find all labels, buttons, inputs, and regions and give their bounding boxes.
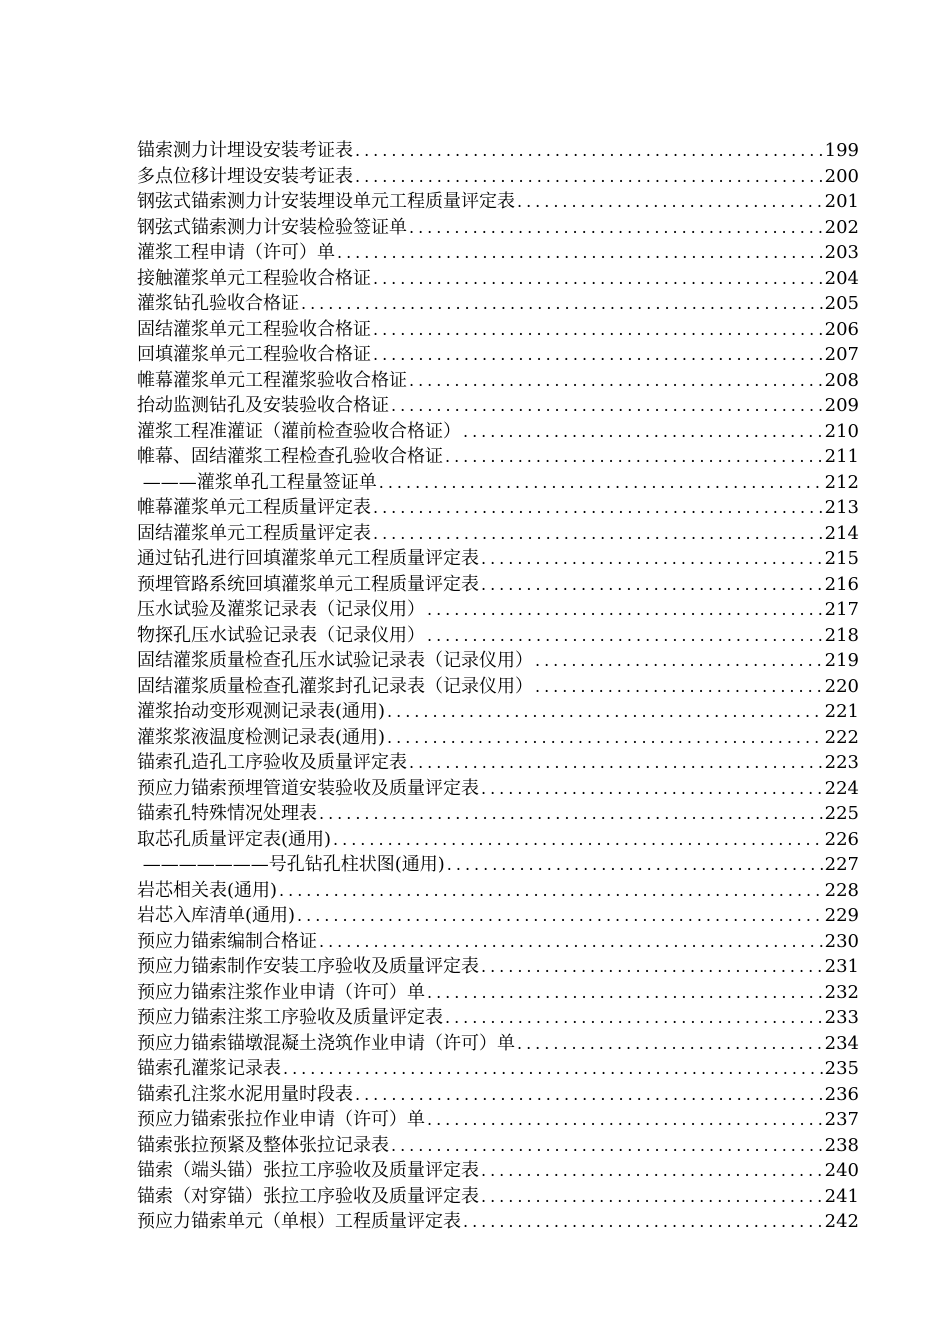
- toc-entry-title: 锚索孔灌浆记录表: [137, 1058, 281, 1079]
- toc-entry-title: 接触灌浆单元工程验收合格证: [137, 267, 371, 289]
- toc-entry[interactable]: [137, 368, 859, 394]
- toc-dot-leader: [319, 929, 823, 955]
- toc-entry-page-number: 223: [824, 752, 859, 773]
- toc-entry[interactable]: [137, 240, 859, 266]
- toc-entry-page-number: 234: [824, 1032, 859, 1054]
- toc-dot-leader: [447, 852, 823, 878]
- toc-dot-leader: [373, 266, 823, 292]
- toc-dot-leader: [283, 1056, 823, 1082]
- toc-entry-title: 灌浆浆液温度检测记录表(通用): [137, 726, 386, 748]
- toc-entry-title: 锚索孔造孔工序验收及质量评定表: [137, 752, 407, 773]
- toc-entry-title: 钢弦式锚索测力计安装检验签证单: [137, 216, 407, 238]
- toc-entry-page-number: 203: [824, 242, 859, 263]
- toc-entry-page-number: 220: [824, 675, 859, 697]
- toc-entry-page-number: 214: [824, 522, 859, 544]
- toc-entry[interactable]: [137, 266, 859, 292]
- toc-entry[interactable]: [137, 1158, 859, 1184]
- toc-entry-title: 灌浆抬动变形观测记录表(通用): [137, 701, 386, 722]
- toc-entry-title: 多点位移计埋设安装考证表: [137, 165, 353, 187]
- toc-entry[interactable]: [137, 801, 859, 827]
- toc-dot-leader: [391, 1133, 823, 1159]
- toc-entry-title: 灌浆工程准灌证（灌前检查验收合格证）: [137, 420, 461, 442]
- toc-dot-leader: [333, 827, 823, 853]
- toc-entry-title: 岩芯入库清单(通用): [137, 905, 296, 926]
- toc-entry-page-number: 238: [824, 1134, 859, 1156]
- toc-entry-title: 锚索孔注浆水泥用量时段表: [137, 1083, 353, 1105]
- toc-dot-leader: [409, 750, 823, 776]
- toc-entry-title: 预应力锚索锚墩混凝土浇筑作业申请（许可）单: [137, 1032, 515, 1054]
- toc-dot-leader: [391, 393, 823, 419]
- toc-entry[interactable]: [137, 1209, 859, 1235]
- toc-entry[interactable]: [137, 725, 859, 751]
- toc-dot-leader: [379, 470, 823, 496]
- toc-entry-title: 帷幕灌浆单元工程灌浆验收合格证: [137, 369, 407, 391]
- toc-entry-page-number: 205: [824, 293, 859, 314]
- toc-entry-title: 固结灌浆质量检查孔灌浆封孔记录表（记录仪用）: [137, 675, 533, 697]
- toc-entry-title: 固结灌浆质量检查孔压水试验记录表（记录仪用）: [137, 650, 533, 671]
- toc-entry[interactable]: [137, 215, 859, 241]
- toc-entry-title: 预应力锚索预埋管道安装验收及质量评定表: [137, 777, 479, 799]
- toc-entry[interactable]: [137, 750, 859, 776]
- toc-entry[interactable]: [137, 1005, 859, 1031]
- toc-dot-leader: [463, 1209, 823, 1235]
- toc-dot-leader: [481, 546, 823, 572]
- toc-entry-title: 固结灌浆单元工程验收合格证: [137, 318, 371, 340]
- toc-entry[interactable]: [137, 291, 859, 317]
- toc-entry-title: 预应力锚索张拉作业申请（许可）单: [137, 1109, 425, 1130]
- toc-entry-page-number: 227: [824, 854, 859, 875]
- toc-dot-leader: [301, 291, 823, 317]
- toc-entry[interactable]: [137, 470, 859, 496]
- toc-dot-leader: [517, 1031, 823, 1057]
- toc-entry-title: 预应力锚索制作安装工序验收及质量评定表: [137, 956, 479, 977]
- toc-dot-leader: [409, 215, 823, 241]
- toc-entry-page-number: 221: [824, 701, 859, 722]
- toc-dot-leader: [279, 878, 823, 904]
- toc-entry-page-number: 225: [824, 803, 859, 824]
- toc-entry-page-number: 230: [824, 930, 859, 952]
- toc-entry-page-number: 226: [824, 828, 859, 850]
- toc-dot-leader: [373, 521, 823, 547]
- toc-entry-page-number: 233: [824, 1007, 859, 1028]
- toc-entry-page-number: 200: [824, 165, 859, 187]
- toc-entry-title: 物探孔压水试验记录表（记录仪用）: [137, 624, 425, 646]
- toc-entry[interactable]: [137, 1107, 859, 1133]
- toc-dot-leader: [481, 1158, 823, 1184]
- toc-dot-leader: [373, 342, 823, 368]
- toc-entry[interactable]: [137, 878, 859, 904]
- toc-entry-title: 取芯孔质量评定表(通用): [137, 828, 332, 850]
- toc-entry-page-number: 207: [824, 344, 859, 365]
- toc-entry[interactable]: [137, 699, 859, 725]
- toc-dot-leader: [535, 674, 823, 700]
- toc-entry[interactable]: [137, 1082, 859, 1108]
- toc-entry-page-number: 208: [824, 369, 859, 391]
- toc-entry-title: 锚索张拉预紧及整体张拉记录表: [137, 1134, 389, 1156]
- toc-dot-leader: [535, 648, 823, 674]
- toc-entry-page-number: 201: [824, 191, 859, 212]
- table-of-contents: [137, 138, 859, 1235]
- toc-entry[interactable]: [137, 444, 859, 470]
- toc-entry-page-number: 241: [824, 1185, 859, 1207]
- toc-entry-title: 预应力锚索单元（单根）工程质量评定表: [137, 1211, 461, 1232]
- toc-entry-title: 锚索孔特殊情况处理表: [137, 803, 317, 824]
- toc-entry-title: 抬动监测钻孔及安装验收合格证: [137, 395, 389, 416]
- toc-entry-page-number: 232: [824, 981, 859, 1003]
- toc-entry-page-number: 218: [824, 624, 859, 646]
- toc-entry-page-number: 236: [824, 1083, 859, 1105]
- toc-entry-title: 锚索（对穿锚）张拉工序验收及质量评定表: [137, 1185, 479, 1207]
- toc-entry[interactable]: [137, 1133, 859, 1159]
- toc-entry[interactable]: [137, 317, 859, 343]
- toc-entry[interactable]: [137, 393, 859, 419]
- toc-dot-leader: [427, 597, 823, 623]
- toc-entry-title: 帷幕、固结灌浆工程检查孔验收合格证: [137, 446, 443, 467]
- toc-entry[interactable]: [137, 572, 859, 598]
- toc-entry-title: ———————号孔钻孔柱状图(通用): [137, 854, 445, 875]
- toc-entry-page-number: 242: [824, 1211, 859, 1232]
- toc-entry-title: 灌浆工程申请（许可）单: [137, 242, 335, 263]
- toc-entry[interactable]: [137, 138, 859, 164]
- toc-entry-page-number: 212: [824, 471, 859, 493]
- toc-dot-leader: [409, 368, 823, 394]
- toc-entry-title: 预应力锚索编制合格证: [137, 930, 317, 952]
- toc-entry-page-number: 229: [824, 905, 859, 926]
- toc-entry-page-number: 216: [824, 573, 859, 595]
- toc-dot-leader: [463, 419, 823, 445]
- toc-entry[interactable]: [137, 954, 859, 980]
- toc-entry[interactable]: [137, 164, 859, 190]
- toc-entry-page-number: 199: [824, 140, 859, 161]
- toc-dot-leader: [481, 954, 823, 980]
- toc-entry[interactable]: [137, 648, 859, 674]
- toc-entry-page-number: 206: [824, 318, 859, 340]
- toc-entry-title: 锚索测力计埋设安装考证表: [137, 140, 353, 161]
- toc-dot-leader: [319, 801, 823, 827]
- toc-entry[interactable]: [137, 342, 859, 368]
- toc-dot-leader: [445, 1005, 823, 1031]
- toc-entry[interactable]: [137, 776, 859, 802]
- toc-dot-leader: [427, 980, 823, 1006]
- toc-dot-leader: [297, 903, 823, 929]
- toc-entry[interactable]: [137, 189, 859, 215]
- toc-entry-title: 钢弦式锚索测力计安装埋设单元工程质量评定表: [137, 191, 515, 212]
- toc-dot-leader: [337, 240, 823, 266]
- toc-entry-page-number: 231: [824, 956, 859, 977]
- toc-entry-page-number: 219: [824, 650, 859, 671]
- toc-entry-page-number: 202: [824, 216, 859, 238]
- toc-entry[interactable]: [137, 852, 859, 878]
- toc-dot-leader: [355, 138, 823, 164]
- toc-entry[interactable]: [137, 1184, 859, 1210]
- toc-entry[interactable]: [137, 521, 859, 547]
- toc-entry[interactable]: [137, 980, 859, 1006]
- toc-dot-leader: [427, 1107, 823, 1133]
- toc-entry[interactable]: [137, 419, 859, 445]
- toc-entry-title: 灌浆钻孔验收合格证: [137, 293, 299, 314]
- toc-dot-leader: [481, 1184, 823, 1210]
- toc-dot-leader: [427, 623, 823, 649]
- toc-dot-leader: [517, 189, 823, 215]
- toc-entry-page-number: 204: [824, 267, 859, 289]
- toc-entry-title: 固结灌浆单元工程质量评定表: [137, 522, 371, 544]
- toc-dot-leader: [445, 444, 823, 470]
- toc-entry-page-number: 215: [824, 548, 859, 569]
- toc-entry-page-number: 211: [824, 446, 859, 467]
- toc-entry[interactable]: [137, 623, 859, 649]
- toc-entry[interactable]: [137, 674, 859, 700]
- toc-entry-page-number: 224: [824, 777, 859, 799]
- toc-entry-title: 回填灌浆单元工程验收合格证: [137, 344, 371, 365]
- toc-entry[interactable]: [137, 546, 859, 572]
- toc-entry-page-number: 213: [824, 497, 859, 518]
- toc-dot-leader: [387, 699, 823, 725]
- toc-entry[interactable]: [137, 597, 859, 623]
- toc-entry-title: ———灌浆单孔工程量签证单: [137, 471, 377, 493]
- toc-entry[interactable]: [137, 929, 859, 955]
- toc-dot-leader: [355, 1082, 823, 1108]
- toc-entry-title: 预应力锚索注浆作业申请（许可）单: [137, 981, 425, 1003]
- toc-entry-title: 锚索（端头锚）张拉工序验收及质量评定表: [137, 1160, 479, 1181]
- toc-entry-page-number: 209: [824, 395, 859, 416]
- toc-entry-page-number: 228: [824, 879, 859, 901]
- toc-entry-title: 预埋管路系统回填灌浆单元工程质量评定表: [137, 573, 479, 595]
- toc-entry[interactable]: [137, 903, 859, 929]
- toc-entry-page-number: 235: [824, 1058, 859, 1079]
- toc-entry[interactable]: [137, 1056, 859, 1082]
- toc-dot-leader: [481, 776, 823, 802]
- toc-entry-page-number: 237: [824, 1109, 859, 1130]
- toc-dot-leader: [373, 317, 823, 343]
- toc-entry[interactable]: [137, 495, 859, 521]
- toc-entry-page-number: 240: [824, 1160, 859, 1181]
- toc-dot-leader: [373, 495, 823, 521]
- toc-entry-page-number: 222: [824, 726, 859, 748]
- toc-entry-page-number: 217: [824, 599, 859, 620]
- toc-dot-leader: [387, 725, 823, 751]
- toc-entry-title: 预应力锚索注浆工序验收及质量评定表: [137, 1007, 443, 1028]
- toc-entry-title: 压水试验及灌浆记录表（记录仪用）: [137, 599, 425, 620]
- toc-entry[interactable]: [137, 1031, 859, 1057]
- toc-entry-title: 岩芯相关表(通用): [137, 879, 278, 901]
- toc-entry-title: 帷幕灌浆单元工程质量评定表: [137, 497, 371, 518]
- toc-entry-title: 通过钻孔进行回填灌浆单元工程质量评定表: [137, 548, 479, 569]
- toc-entry[interactable]: [137, 827, 859, 853]
- toc-dot-leader: [481, 572, 823, 598]
- toc-dot-leader: [355, 164, 823, 190]
- toc-entry-page-number: 210: [824, 420, 859, 442]
